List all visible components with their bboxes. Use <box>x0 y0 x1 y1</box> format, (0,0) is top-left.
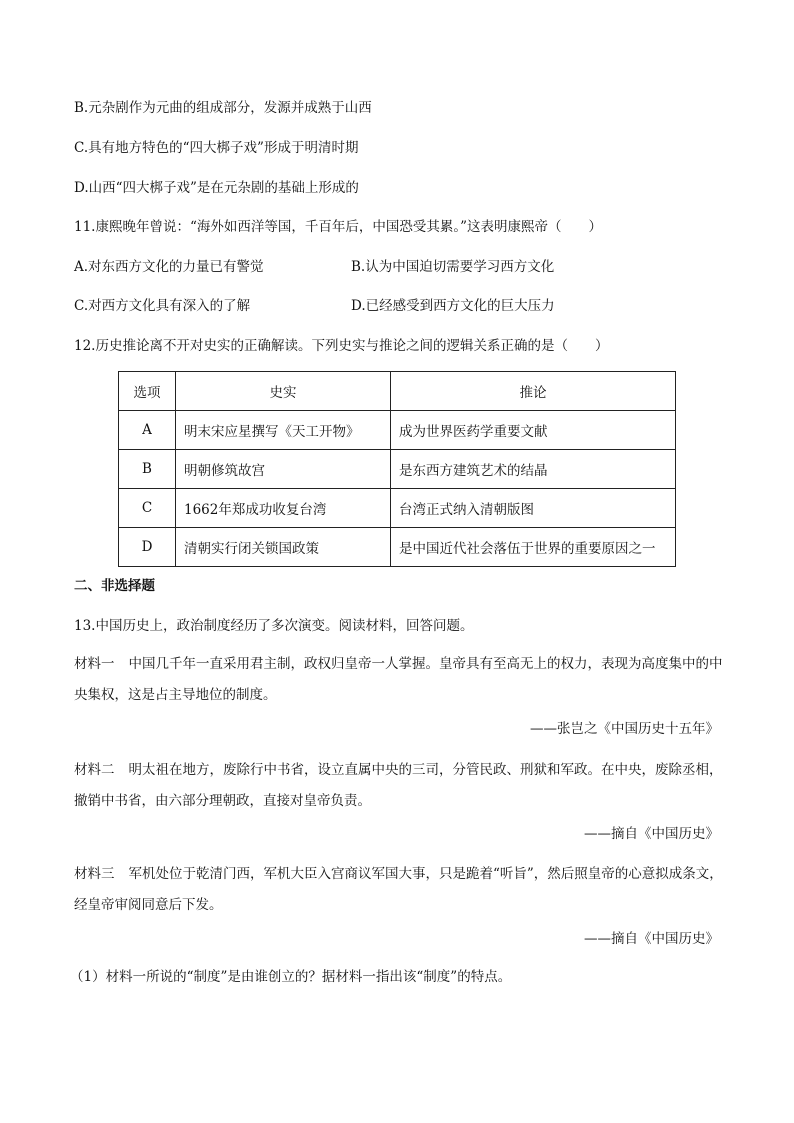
table-header-row <box>119 372 676 411</box>
q11-option-b: B.认为中国迫切需要学习西方文化 <box>351 259 555 275</box>
material-3-text: 军机处位于乾清门西，军机大臣入宫商议军国大事，只是跪着“听旨”，然后照皇帝的心意拟成条文，经皇帝审阅同意后下发。 <box>74 866 723 913</box>
row-option: A <box>119 411 176 450</box>
row-option: C <box>119 489 176 528</box>
q12-table <box>118 371 676 567</box>
material-1-text: 中国几千年一直采用君主制，政权归皇帝一人掌握。皇帝具有至高无上的权力，表现为高度集中的中央集权，这是占主导地位的制度。 <box>74 656 723 703</box>
material-1-label: 材料一 <box>74 656 115 672</box>
row-inference: 是中国近代社会落伍于世界的重要原因之一 <box>391 528 676 567</box>
q10-option-d: D.山西“四大梆子戏”是在元杂剧的基础上形成的 <box>74 180 359 196</box>
material-2-source: ——摘自《中国历史》 <box>584 826 719 842</box>
row-inference: 成为世界医药学重要文献 <box>391 411 676 450</box>
row-inference: 是东西方建筑艺术的结晶 <box>391 450 676 489</box>
material-1-source: ——张岂之《中国历史十五年》 <box>530 721 719 737</box>
q11-stem: 11.康熙晚年曾说：“海外如西洋等国，千百年后，中国恐受其累。”这表明康熙帝（ ） <box>74 219 603 235</box>
q11-option-a: A.对东西方文化的力量已有警觉 <box>74 259 264 275</box>
row-option: B <box>119 450 176 489</box>
table-row <box>119 450 676 489</box>
row-fact: 1662年郑成功收复台湾 <box>176 489 391 528</box>
table-row <box>119 489 676 528</box>
q10-option-b: B.元杂剧作为元曲的组成部分，发源并成熟于山西 <box>74 100 372 116</box>
material-3-source: ——摘自《中国历史》 <box>584 931 719 947</box>
q11-option-d: D.已经感受到西方文化的巨大压力 <box>351 298 555 314</box>
header-option: 选项 <box>119 372 176 411</box>
table-row <box>119 411 676 450</box>
header-inference: 推论 <box>391 372 676 411</box>
header-fact: 史实 <box>176 372 391 411</box>
q10-option-c: C.具有地方特色的“四大梆子戏”形成于明清时期 <box>74 140 359 156</box>
material-2 <box>74 755 724 817</box>
row-fact: 明末宋应星撰写《天工开物》 <box>176 411 391 450</box>
material-3 <box>74 859 724 921</box>
q11-option-c: C.对西方文化具有深入的了解 <box>74 298 251 314</box>
q13-subquestion-1: （1）材料一所说的“制度”是由谁创立的？据材料一指出该“制度”的特点。 <box>70 969 512 985</box>
q12-stem: 12.历史推论离不开对史实的正确解读。下列史实与推论之间的逻辑关系正确的是（ ） <box>74 338 609 354</box>
row-fact: 明朝修筑故宫 <box>176 450 391 489</box>
section-title: 二、非选择题 <box>74 578 155 594</box>
row-inference: 台湾正式纳入清朝版图 <box>391 489 676 528</box>
q13-stem: 13.中国历史上，政治制度经历了多次演变。阅读材料，回答问题。 <box>74 618 474 634</box>
row-fact: 清朝实行闭关锁国政策 <box>176 528 391 567</box>
material-2-text: 明太祖在地方，废除行中书省，设立直属中央的三司，分管民政、刑狱和军政。在中央，废除丞相，撤销中书省，由六部分理朝政，直接对皇帝负责。 <box>74 762 723 809</box>
row-option: D <box>119 528 176 567</box>
material-2-label: 材料二 <box>74 762 115 778</box>
material-3-label: 材料三 <box>74 866 115 882</box>
table-row <box>119 528 676 567</box>
material-1 <box>74 649 724 711</box>
